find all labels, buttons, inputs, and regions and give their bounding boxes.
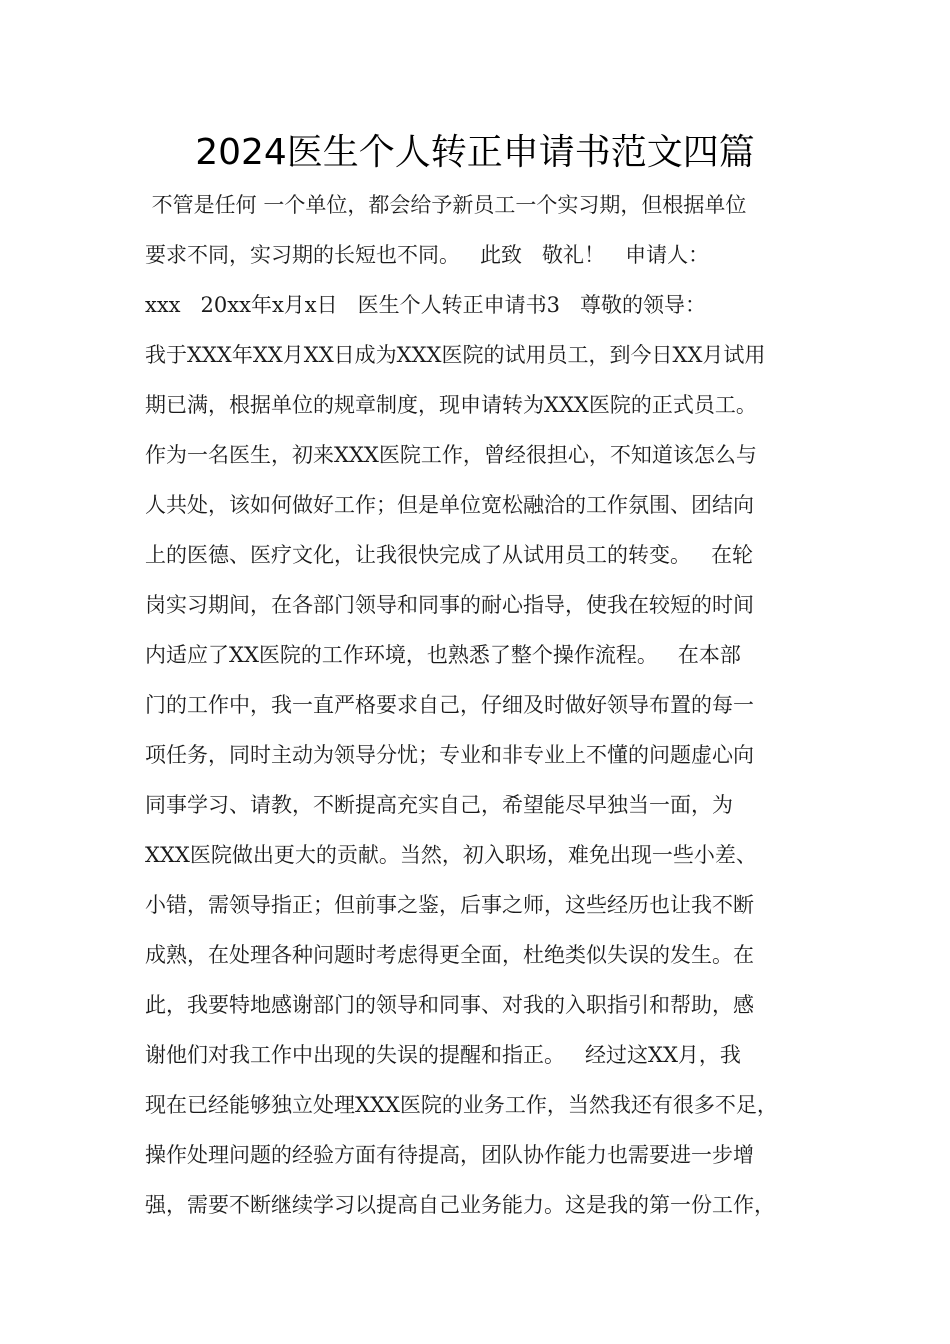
- body-line: 小错，需领导指正；但前事之鉴，后事之师，这些经历也让我不断: [145, 893, 754, 917]
- body-line: 上的医德、医疗文化，让我很快完成了从试用员工的转变。 在轮: [145, 543, 754, 567]
- body-line: 我于XXX年XX月XX日成为XXX医院的试用员工，到今日XX月试用: [145, 343, 766, 367]
- document-title: 2024医生个人转正申请书范文四篇: [195, 132, 755, 173]
- body-line: 此，我要特地感谢部门的领导和同事、对我的入职指引和帮助，感: [145, 993, 754, 1017]
- body-line: XXX医院做出更大的贡献。当然，初入职场，难免出现一些小差、: [145, 843, 757, 867]
- body-line: 成熟，在处理各种问题时考虑得更全面，杜绝类似失误的发生。在: [145, 943, 754, 967]
- body-line: 门的工作中，我一直严格要求自己，仔细及时做好领导布置的每一: [145, 693, 754, 717]
- body-line: 期已满，根据单位的规章制度，现申请转为XXX医院的正式员工。: [145, 393, 757, 417]
- body-line: 内适应了XX医院的工作环境，也熟悉了整个操作流程。 在本部: [145, 643, 741, 667]
- body-line: 现在已经能够独立处理XXX医院的业务工作，当然我还有很多不足，: [145, 1093, 778, 1117]
- body-line: 人共处，该如何做好工作；但是单位宽松融洽的工作氛围、团结向: [145, 493, 754, 517]
- body-line: xxx 20xx年x月x日 医生个人转正申请书3 尊敬的领导：: [145, 293, 707, 317]
- body-line: 不管是任何 一个单位，都会给予新员工一个实习期，但根据单位: [145, 193, 747, 217]
- body-line: 同事学习、请教，不断提高充实自己，希望能尽早独当一面，为: [145, 793, 733, 817]
- body-line: 岗实习期间，在各部门领导和同事的耐心指导，使我在较短的时间: [145, 593, 754, 617]
- body-line: 强，需要不断继续学习以提高自己业务能力。这是我的第一份工作，: [145, 1193, 775, 1217]
- body-line: 项任务，同时主动为领导分忧；专业和非专业上不懂的问题虚心向: [145, 743, 754, 767]
- document-body: [145, 180, 825, 1230]
- body-line: 谢他们对我工作中出现的失误的提醒和指正。 经过这XX月，我: [145, 1043, 741, 1067]
- body-line: 作为一名医生，初来XXX医院工作，曾经很担心，不知道该怎么与: [145, 443, 757, 467]
- body-line: 要求不同，实习期的长短也不同。 此致 敬礼！ 申请人：: [145, 243, 710, 267]
- body-line: 操作处理问题的经验方面有待提高，团队协作能力也需要进一步增: [145, 1143, 754, 1167]
